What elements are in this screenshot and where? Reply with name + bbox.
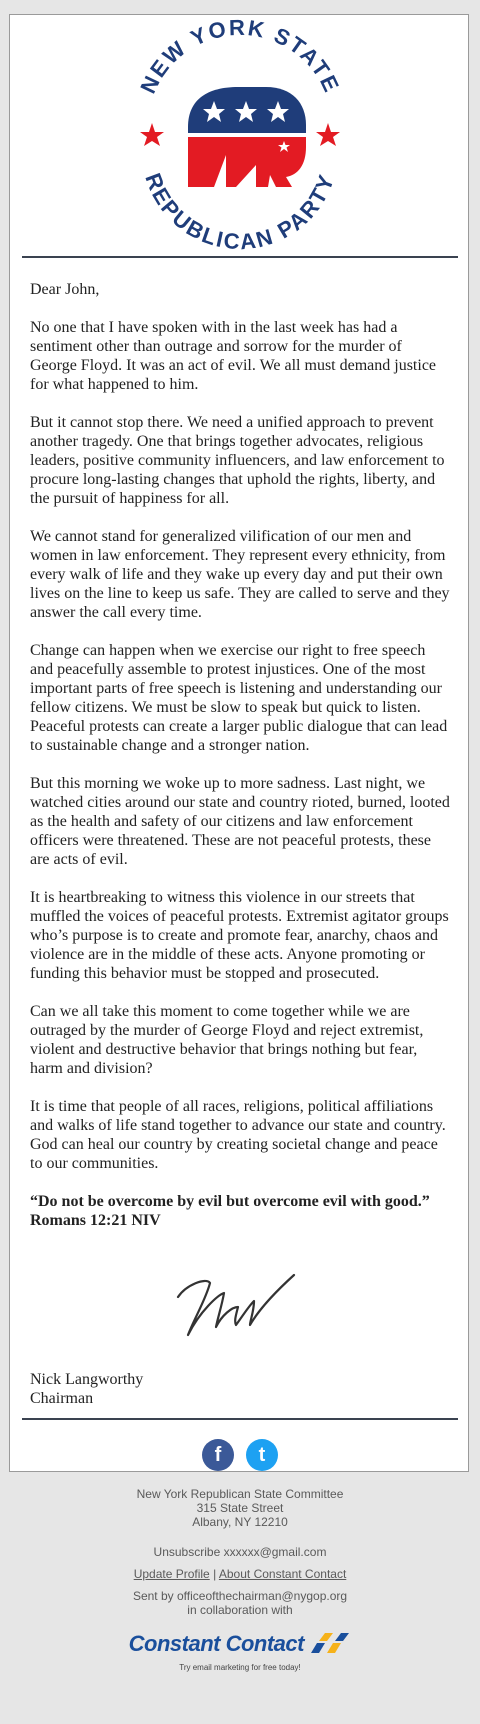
signature-graphic (10, 1255, 470, 1345)
sent-by: Sent by officeofthechairman@nygop.org (132, 1589, 348, 1603)
signature-image (10, 1255, 470, 1345)
email-card (9, 14, 469, 1472)
elephant-stripe (188, 133, 306, 137)
address-block (0, 1487, 480, 1529)
signer-name: Nick Langworthy (30, 1371, 144, 1388)
email-footer (0, 1487, 480, 1675)
letter-body (30, 280, 450, 1230)
constant-contact-brand: Constant Contact (128, 1631, 304, 1656)
paragraph-6: It is heartbreaking to witness this violence in our streets that muffled the voices of peaceful protests. Extremist agitator groups who’s purpose is to create and promote fear, anarchy, chaos and violence are in the middle of these acts. Anyone promoting or funding this behavior must be stopped and prosecuted. (30, 889, 449, 982)
paragraph-7: Can we all take this moment to come together while we are outraged by the murder of George Floyd and reject extremist, violent and destructive behavior that brings nothing but fear, harm and division? (30, 1003, 424, 1077)
sent-by-block (0, 1589, 480, 1617)
greeting: Dear John, (30, 281, 100, 298)
org-name: New York Republican State Committee (136, 1487, 344, 1501)
link-separator: | (213, 1567, 217, 1581)
logo-arc-top-text: NEW YORK STATE (135, 15, 345, 98)
about-constant-contact-link[interactable]: About Constant Contact (218, 1567, 347, 1581)
signer-title: Chairman (30, 1390, 94, 1407)
signer-block (30, 1370, 143, 1408)
unsubscribe-link[interactable]: Unsubscribe xxxxxx@gmail.com (153, 1545, 327, 1559)
street-address: 315 State Street (196, 1501, 284, 1515)
constant-contact-flag-icon (307, 1631, 351, 1655)
facebook-icon: f (214, 1444, 222, 1466)
svg-text:NEW YORK STATE (135, 15, 345, 97)
twitter-link[interactable] (246, 1439, 278, 1471)
unsubscribe-line (0, 1545, 480, 1559)
city-address: Albany, NY 12210 (192, 1515, 288, 1529)
social-links (10, 1439, 470, 1475)
right-star-icon (316, 123, 340, 146)
profile-links (0, 1567, 480, 1581)
twitter-icon: t (258, 1444, 266, 1466)
paragraph-2: But it cannot stop there. We need a unified approach to prevent another tragedy. One that brings together advocates, religious leaders, positive community influencers, and law enforcement to procure long-lasting changes that uphold the rights, liberty, and the pursuit of happiness for all. (30, 414, 445, 507)
collaboration-text: in collaboration with (187, 1603, 293, 1617)
left-star-icon (140, 123, 164, 146)
top-divider (22, 256, 458, 258)
constant-contact-badge[interactable] (0, 1631, 480, 1675)
top-band (0, 0, 480, 14)
paragraph-4: Change can happen when we exercise our right to free speech and peacefully assemble to protest injustices. One of the most important parts of free speech is listening and understanding our fellow citizens. We must be slow to speak but quick to listen. Peaceful protests can create a larger public dialogue that can lead to sustainable change and a stronger nation. (30, 642, 448, 754)
paragraph-3: We cannot stand for generalized vilification of our men and women in law enforcement. They represent every ethnicity, from every walk of life and they wake up every day and put their own lives on the line to keep us safe. They are called to serve and they answer the call every time. (30, 528, 450, 621)
logo-arc-bottom-text: REPUBLICAN PARTY (140, 169, 340, 255)
update-profile-link[interactable]: Update Profile (133, 1567, 210, 1581)
party-logo (10, 15, 470, 255)
elephant-ny-shape (188, 137, 306, 187)
bottom-divider (22, 1418, 458, 1420)
quote-citation: Romans 12:21 NIV (30, 1212, 161, 1229)
bible-quote (30, 1192, 450, 1230)
paragraph-8: It is time that people of all races, religions, political affiliations and walks of life stand together to advance our state and country. God can heal our country by creating societal change and peace to our communities. (30, 1098, 446, 1172)
party-logo-graphic (10, 15, 470, 255)
quote-text: “Do not be overcome by evil but overcome evil with good.” (30, 1193, 430, 1210)
paragraph-1: No one that I have spoken with in the last week has had a sentiment other than outrage and sorrow for the murder of George Floyd. It was an act of evil. We all must demand justice for what happened to him. (30, 319, 437, 393)
facebook-link[interactable] (202, 1439, 234, 1471)
constant-contact-tagline: Try email marketing for free today! (179, 1663, 301, 1672)
constant-contact-logo (129, 1631, 352, 1659)
paragraph-5: But this morning we woke up to more sadness. Last night, we watched cities around our state and country rioted, burned, looted as the health and safety of our citizens and law enforcement officers were threatened. These are not peaceful protests, these are acts of evil. (30, 775, 450, 868)
